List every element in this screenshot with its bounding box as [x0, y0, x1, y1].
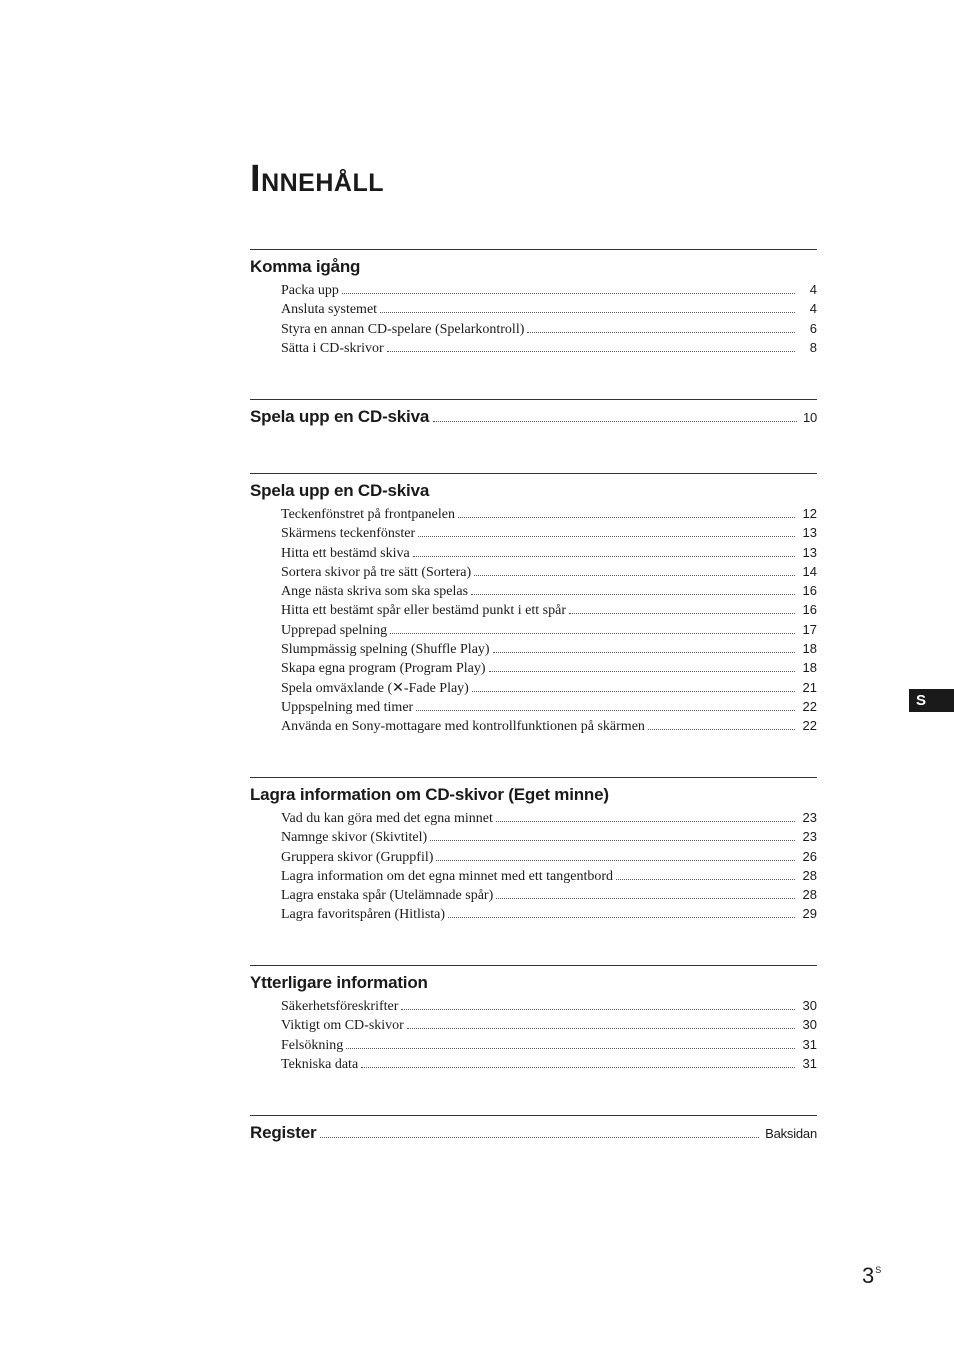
- dot-leader: [648, 728, 795, 730]
- entry-text: Ange nästa skriva som ska spelas: [281, 584, 469, 600]
- toc-entry[interactable]: [281, 282, 817, 301]
- toc-entry[interactable]: [281, 1037, 817, 1056]
- toc-entry[interactable]: [281, 301, 817, 320]
- entry-page: 23: [802, 829, 817, 845]
- dot-leader: [436, 859, 795, 861]
- entry-list: [250, 810, 817, 926]
- toc-entry[interactable]: [281, 810, 817, 829]
- entry-text: Sortera skivor på tre sätt (Sortera): [281, 564, 472, 580]
- entry-text: Skapa egna program (Program Play): [281, 661, 486, 677]
- page-number: [862, 1263, 881, 1289]
- entry-text: Vad du kan göra med det egna minnet: [281, 811, 493, 826]
- page-number-suffix: S: [875, 1265, 882, 1275]
- page-number-main: 3: [862, 1263, 875, 1288]
- entry-text: Upprepad spelning: [281, 622, 388, 638]
- toc-section-ytterligare-information: [250, 965, 817, 1075]
- entry-page: 28: [802, 867, 817, 883]
- entry-page: 30: [802, 998, 817, 1013]
- entry-page: 4: [809, 282, 817, 297]
- dot-leader: [320, 1136, 759, 1138]
- dot-leader: [416, 709, 795, 711]
- dot-leader: [418, 535, 795, 537]
- toc-section-spela-upp-detaljer: [250, 473, 817, 738]
- section-heading: [250, 973, 817, 993]
- section-heading: [250, 481, 817, 501]
- toc-section-lagra-information: [250, 777, 817, 926]
- toc-entry[interactable]: [281, 680, 817, 699]
- entry-page: 21: [802, 679, 817, 695]
- section-heading[interactable]: [250, 407, 817, 428]
- entry-page: 16: [802, 583, 817, 599]
- toc-entry[interactable]: [281, 622, 817, 641]
- page-title-initial: I: [250, 158, 262, 200]
- dot-leader: [433, 420, 797, 422]
- entry-page: 31: [802, 1036, 817, 1052]
- dot-leader: [496, 820, 795, 822]
- entry-list: [250, 282, 817, 359]
- dot-leader: [361, 1066, 795, 1068]
- entry-page: 18: [802, 641, 817, 657]
- dot-leader: [472, 690, 795, 692]
- toc-entry[interactable]: [281, 641, 817, 660]
- dot-leader: [401, 1008, 795, 1010]
- dot-leader: [390, 632, 795, 634]
- entry-list: [250, 506, 817, 738]
- toc-entry[interactable]: [281, 564, 817, 583]
- dot-leader: [493, 651, 795, 653]
- entry-text: Sätta i CD-skrivor: [281, 340, 384, 356]
- entry-page: 16: [802, 602, 817, 618]
- entry-text: Uppspelning med timer: [281, 699, 414, 715]
- dot-leader: [471, 593, 795, 595]
- toc-entry[interactable]: [281, 849, 817, 868]
- language-tab-marker: S: [909, 689, 954, 712]
- entry-page: 12: [802, 506, 817, 521]
- toc-entry[interactable]: [281, 718, 817, 737]
- entry-text: Tekniska data: [281, 1056, 359, 1072]
- entry-text: Spela omväxlande (✕-Fade Play): [281, 680, 469, 696]
- toc-entry[interactable]: [281, 545, 817, 564]
- toc-entry[interactable]: [281, 506, 817, 525]
- entry-page: 29: [802, 906, 817, 922]
- section-heading: [250, 785, 817, 805]
- entry-text: Säkerhetsföreskrifter: [281, 999, 399, 1014]
- entry-page: 22: [802, 718, 817, 734]
- dot-leader: [496, 897, 795, 899]
- entry-text: Namnge skivor (Skivtitel): [281, 830, 428, 846]
- dot-leader: [474, 574, 795, 576]
- entry-text: Hitta ett bestämd skiva: [281, 545, 410, 561]
- entry-text: Packa upp: [281, 283, 339, 298]
- dot-leader: [413, 555, 795, 557]
- entry-text: Lagra favoritspåren (Hitlista): [281, 907, 446, 923]
- section-heading-text: Ytterligare information: [250, 973, 428, 992]
- entry-text: Styra en annan CD-spelare (Spelarkontroll): [281, 321, 525, 337]
- dot-leader: [430, 839, 795, 841]
- toc-entry[interactable]: [281, 829, 817, 848]
- entry-text: Teckenfönstret på frontpanelen: [281, 507, 455, 522]
- dot-leader: [448, 916, 795, 918]
- entry-text: Slumpmässig spelning (Shuffle Play): [281, 642, 490, 658]
- entry-text: Lagra enstaka spår (Utelämnade spår): [281, 888, 494, 904]
- section-heading-text: Lagra information om CD-skivor (Eget minne): [250, 785, 609, 804]
- dot-leader: [569, 612, 795, 614]
- entry-text: Lagra information om det egna minnet med ett tangentbord: [281, 868, 614, 884]
- toc-entry[interactable]: [281, 1017, 817, 1036]
- entry-page: 17: [802, 621, 817, 637]
- toc-section-komma-igang: [250, 249, 817, 359]
- entry-text: Ansluta systemet: [281, 302, 378, 318]
- entry-page: 6: [809, 320, 817, 336]
- toc-entry[interactable]: [281, 1056, 817, 1075]
- entry-text: Hitta ett bestämt spår eller bestämd punkt i ett spår: [281, 603, 566, 619]
- toc-entry[interactable]: [281, 525, 817, 544]
- entry-page: 18: [802, 660, 817, 676]
- page-title: [250, 160, 384, 198]
- section-heading-page: Baksidan: [765, 1126, 817, 1141]
- toc-section-register: [250, 1115, 817, 1144]
- entry-text: Skärmens teckenfönster: [281, 526, 416, 542]
- section-heading[interactable]: [250, 1123, 817, 1144]
- dot-leader: [387, 350, 795, 352]
- entry-text: Gruppera skivor (Gruppfil): [281, 849, 434, 865]
- section-heading: [250, 257, 817, 277]
- toc-section-spela-upp: [250, 399, 817, 428]
- dot-leader: [346, 1047, 795, 1049]
- entry-page: 8: [809, 339, 817, 355]
- section-heading-text: Spela upp en CD-skiva: [250, 407, 430, 426]
- dot-leader: [489, 670, 796, 672]
- entry-text: Felsökning: [281, 1037, 344, 1053]
- page-title-rest: nnehåll: [261, 158, 384, 199]
- dot-leader: [342, 292, 795, 294]
- entry-page: 30: [802, 1017, 817, 1033]
- toc-entry[interactable]: [281, 699, 817, 718]
- entry-page: 13: [802, 544, 817, 560]
- section-heading-page: 10: [802, 410, 817, 425]
- dot-leader: [527, 331, 795, 333]
- section-heading-text: Komma igång: [250, 257, 361, 276]
- dot-leader: [458, 516, 795, 518]
- entry-page: 14: [802, 563, 817, 579]
- entry-list: [250, 998, 817, 1075]
- toc-entry[interactable]: [281, 998, 817, 1017]
- toc-entry[interactable]: [281, 321, 817, 340]
- toc-entry[interactable]: [281, 602, 817, 621]
- entry-text: Viktigt om CD-skivor: [281, 1018, 404, 1034]
- entry-page: 22: [802, 698, 817, 714]
- toc-entry[interactable]: [281, 906, 817, 925]
- entry-page: 23: [802, 810, 817, 825]
- section-heading-text: Register: [250, 1123, 317, 1142]
- entry-page: 28: [802, 887, 817, 903]
- entry-text: Använda en Sony-mottagare med kontrollfunktionen på skärmen: [281, 719, 645, 735]
- entry-page: 4: [809, 301, 817, 317]
- toc-entry[interactable]: [281, 583, 817, 602]
- dot-leader: [380, 311, 795, 313]
- entry-page: 13: [802, 525, 817, 541]
- section-heading-text: Spela upp en CD-skiva: [250, 481, 430, 500]
- entry-page: 26: [802, 848, 817, 864]
- toc-entry[interactable]: [281, 868, 817, 887]
- dot-leader: [407, 1027, 795, 1029]
- toc-entry[interactable]: [281, 887, 817, 906]
- dot-leader: [616, 878, 795, 880]
- entry-page: 31: [802, 1055, 817, 1071]
- toc-entry[interactable]: [281, 340, 817, 359]
- toc-entry[interactable]: [281, 660, 817, 679]
